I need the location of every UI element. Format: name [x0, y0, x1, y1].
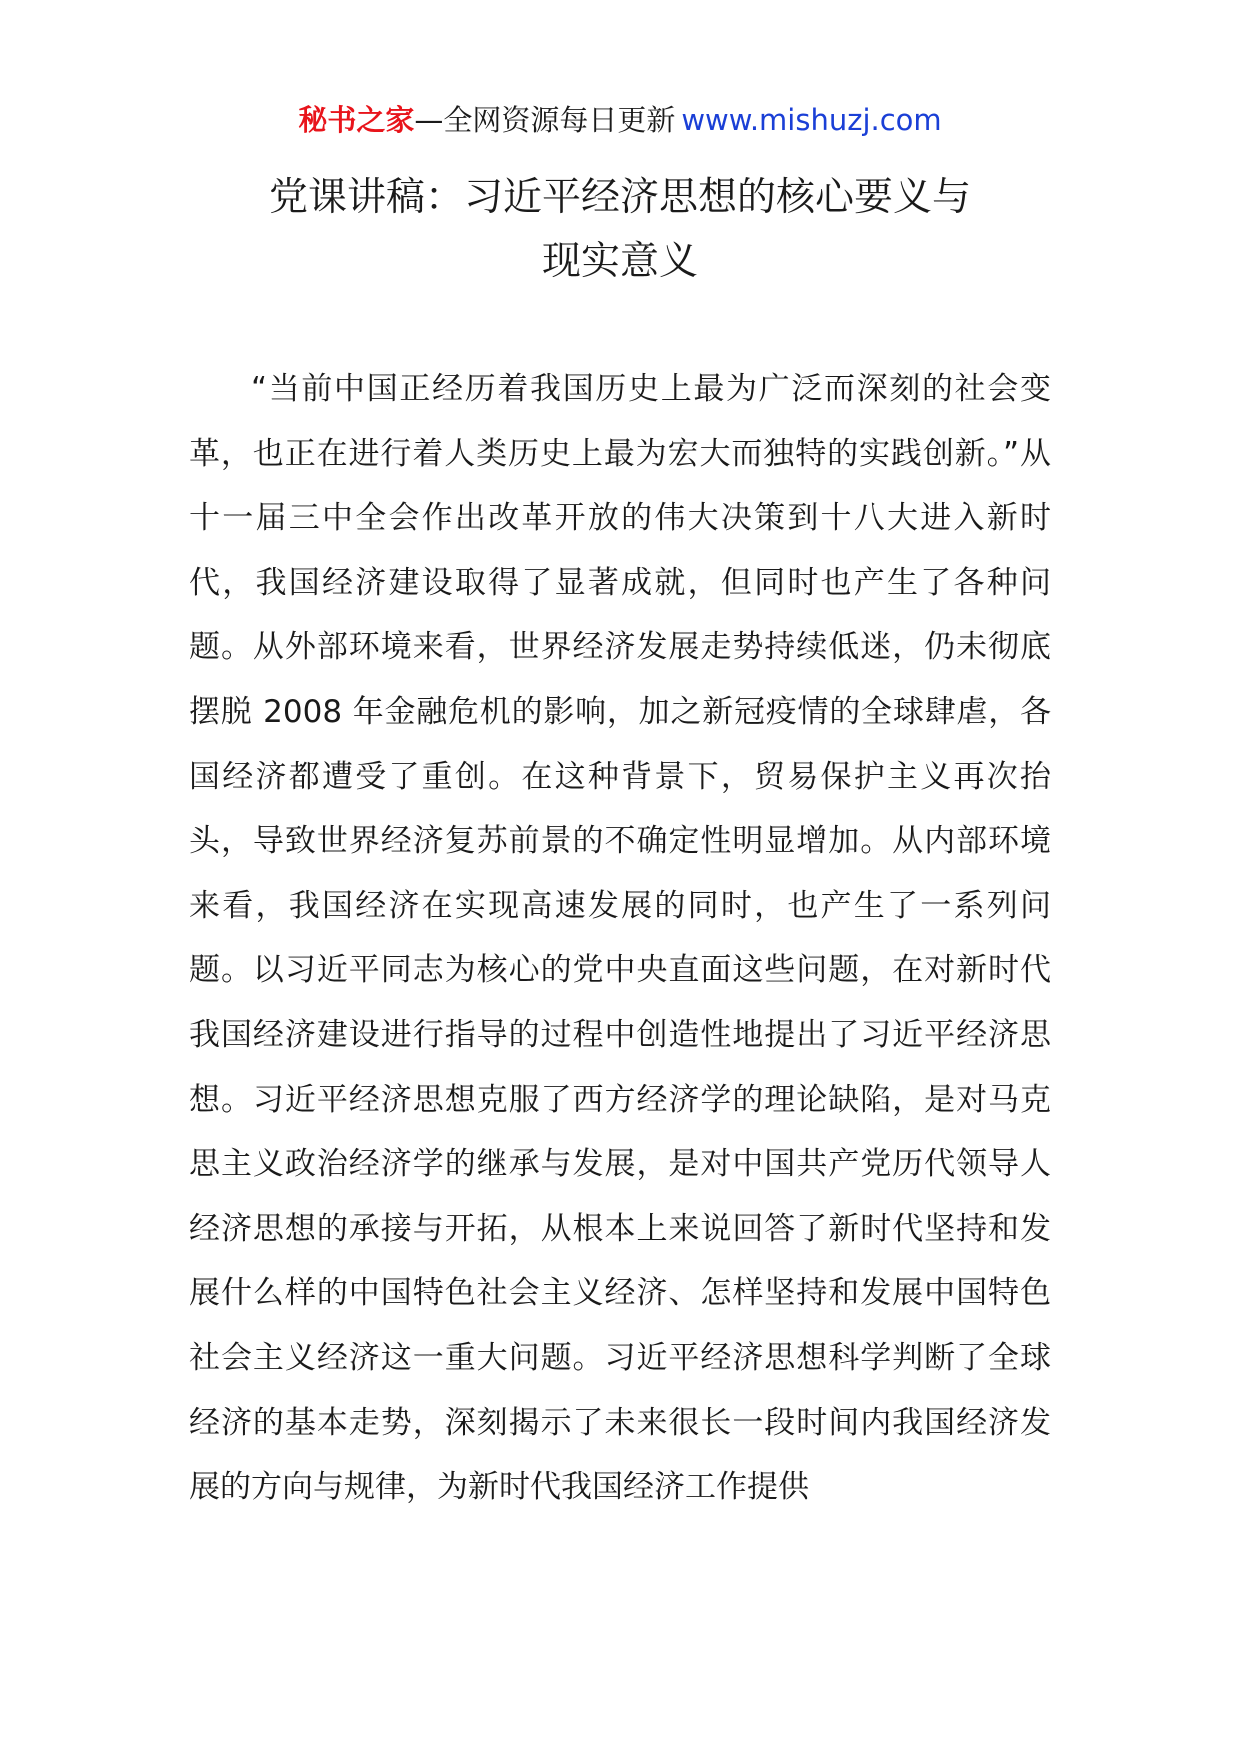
document-title: [0, 166, 1240, 294]
site-url-link[interactable]: www.mishuzj.com: [681, 103, 942, 137]
brand-name: 秘书之家: [298, 103, 415, 137]
body-paragraph: “当前中国正经历着我国历史上最为广泛而深刻的社会变革，也正在进行着人类历史上最为宏大而独特的实践创新。”从十一届三中全会作出改革开放的伟大决策到十八大进入新时代，我国经济建设取得了显著成就，但同时也产生了各种问题。从外部环境来看，世界经济发展走势持续低迷，仍未彻底摆脱 2008 年金融危机的影响，加之新冠疫情的全球肆虐，各国经济都遭受了重创。在这种背景下，贸易保护主义再次抬头，导致世界经济复苏前景的不确定性明显增加。从内部环境来看，我国经济在实现高速发展的同时，也产生了一系列问题。以习近平同志为核心的党中央直面这些问题，在对新时代我国经济建设进行指导的过程中创造性地提出了习近平经济思想。习近平经济思想克服了西方经济学的理论缺陷，是对马克思主义政治经济学的继承与发展，是对中国共产党历代领导人经济思想的承接与开拓，从根本上来说回答了新时代坚持和发展什么样的中国特色社会主义经济、怎样坚持和发展中国特色社会主义经济这一重大问题。习近平经济思想科学判断了全球经济的基本走势，深刻揭示了未来很长一段时间内我国经济发展的方向与规律，为新时代我国经济工作提供: [189, 371, 1051, 1506]
title-line-2: 现实意义: [541, 239, 698, 284]
title-line-1: 党课讲稿：习近平经济思想的核心要义与: [268, 175, 971, 220]
site-header: [0, 100, 1240, 140]
header-tagline: —全网资源每日更新: [414, 103, 676, 137]
